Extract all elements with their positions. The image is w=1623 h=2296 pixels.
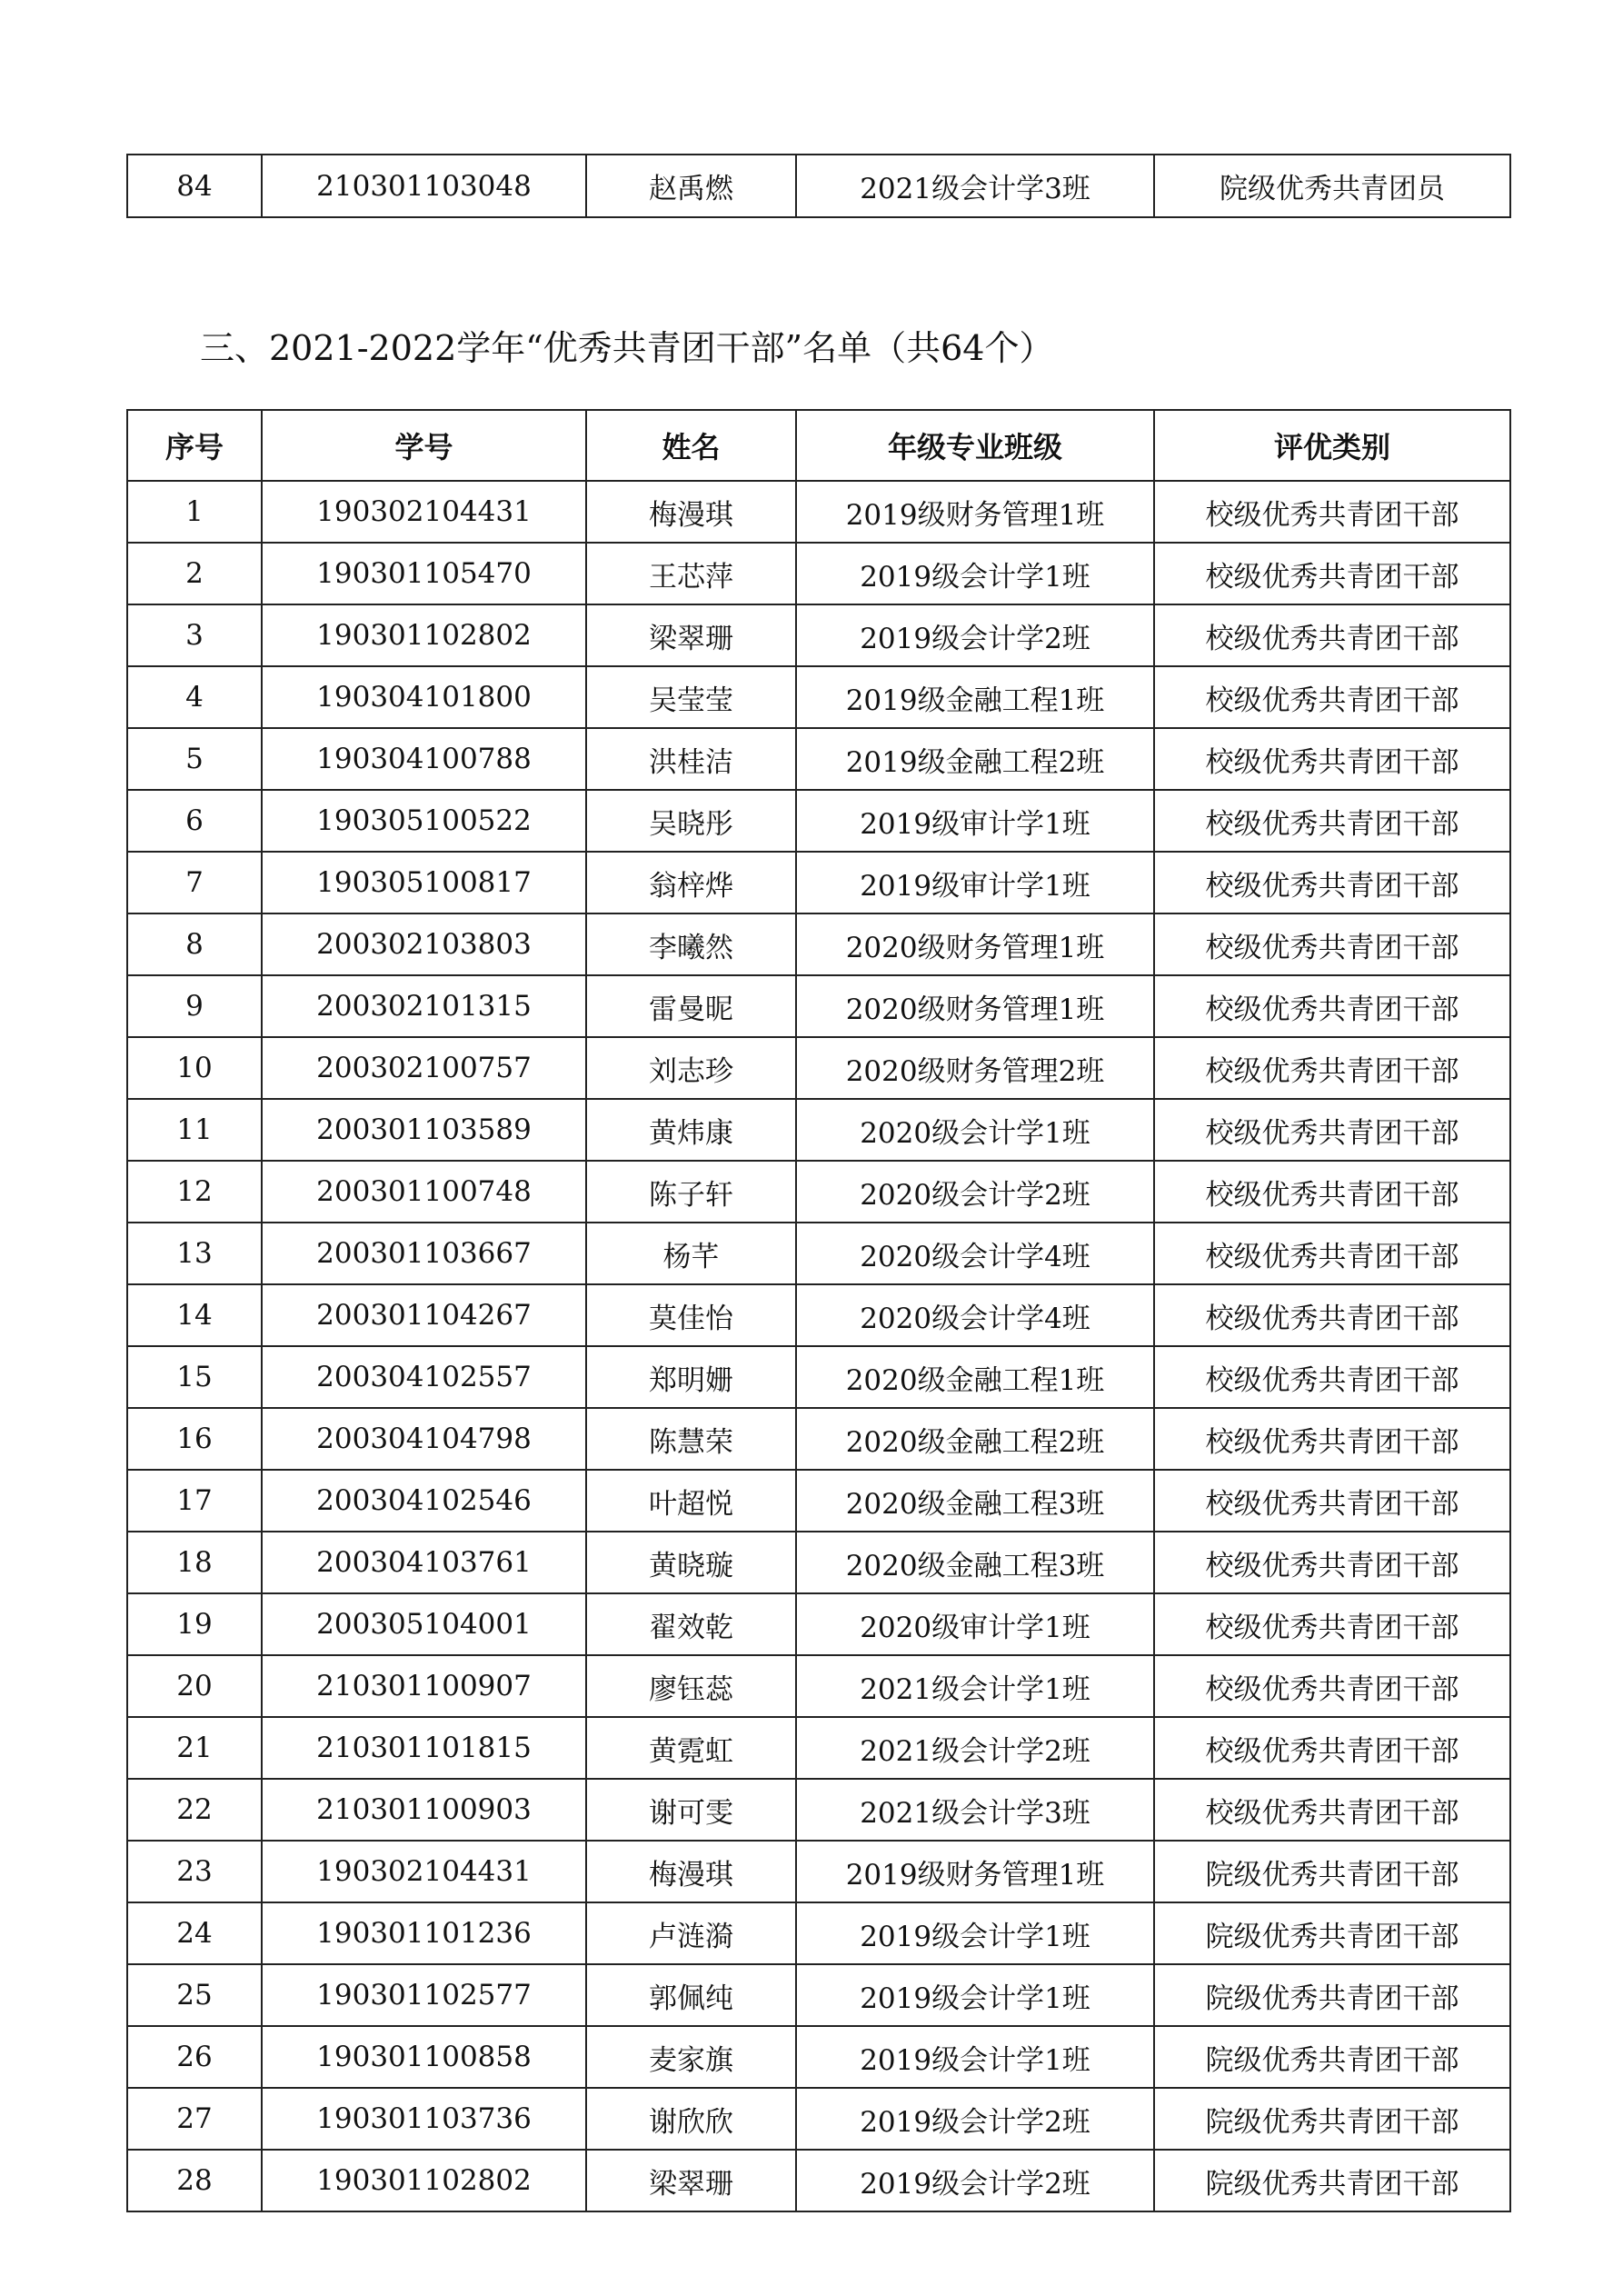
class-cell: 2020级会计学4班 <box>796 1284 1154 1346</box>
award-cell: 校级优秀共青团干部 <box>1154 1779 1510 1841</box>
table-row <box>127 1717 1510 1779</box>
name-cell: 梁翠珊 <box>586 604 796 666</box>
class-cell: 2021级会计学1班 <box>796 1655 1154 1717</box>
award-cell: 院级优秀共青团干部 <box>1154 1841 1510 1902</box>
award-cell: 校级优秀共青团干部 <box>1154 604 1510 666</box>
name-cell: 廖钰蕊 <box>586 1655 796 1717</box>
header-student-id: 学号 <box>262 410 586 481</box>
name-cell: 雷曼昵 <box>586 975 796 1037</box>
seq-cell: 9 <box>127 975 262 1037</box>
seq-cell: 2 <box>127 543 262 604</box>
award-cell: 校级优秀共青团干部 <box>1154 1717 1510 1779</box>
class-cell: 2020级审计学1班 <box>796 1593 1154 1655</box>
award-cell: 校级优秀共青团干部 <box>1154 1099 1510 1161</box>
seq-cell: 10 <box>127 1037 262 1099</box>
table-row <box>127 1655 1510 1717</box>
class-cell: 2020级会计学1班 <box>796 1099 1154 1161</box>
name-cell: 莫佳怡 <box>586 1284 796 1346</box>
seq-cell: 5 <box>127 728 262 790</box>
award-cell: 院级优秀共青团干部 <box>1154 2150 1510 2211</box>
name-cell: 洪桂洁 <box>586 728 796 790</box>
award-cell: 校级优秀共青团干部 <box>1154 852 1510 913</box>
class-cell: 2019级会计学1班 <box>796 543 1154 604</box>
student-id-cell: 190301105470 <box>262 543 586 604</box>
class-cell: 2020级财务管理1班 <box>796 913 1154 975</box>
student-id-cell: 210301100903 <box>262 1779 586 1841</box>
seq-cell: 22 <box>127 1779 262 1841</box>
table-row <box>127 728 1510 790</box>
table-row <box>127 1346 1510 1408</box>
class-cell: 2021级会计学3班 <box>796 155 1154 217</box>
table-row <box>127 604 1510 666</box>
table-row <box>127 1223 1510 1284</box>
name-cell: 卢涟漪 <box>586 1902 796 1964</box>
name-cell: 刘志珍 <box>586 1037 796 1099</box>
award-cell: 校级优秀共青团干部 <box>1154 1223 1510 1284</box>
seq-cell: 15 <box>127 1346 262 1408</box>
table-row <box>127 790 1510 852</box>
table-row <box>127 1902 1510 1964</box>
student-id-cell: 190305100522 <box>262 790 586 852</box>
seq-cell: 11 <box>127 1099 262 1161</box>
section-heading: 三、2021-2022学年“优秀共青团干部”名单（共64个） <box>200 328 1054 368</box>
seq-cell: 26 <box>127 2026 262 2088</box>
student-id-cell: 190301102802 <box>262 604 586 666</box>
table-row <box>127 1964 1510 2026</box>
name-cell: 郭佩纯 <box>586 1964 796 2026</box>
seq-cell: 8 <box>127 913 262 975</box>
seq-cell: 21 <box>127 1717 262 1779</box>
name-cell: 吴莹莹 <box>586 666 796 728</box>
award-cell: 校级优秀共青团干部 <box>1154 975 1510 1037</box>
award-cell: 院级优秀共青团员 <box>1154 155 1510 217</box>
class-cell: 2019级会计学1班 <box>796 1964 1154 2026</box>
student-id-cell: 190305100817 <box>262 852 586 913</box>
header-class: 年级专业班级 <box>796 410 1154 481</box>
award-cell: 校级优秀共青团干部 <box>1154 1161 1510 1223</box>
student-id-cell: 190301100858 <box>262 2026 586 2088</box>
table-row <box>127 155 1510 217</box>
class-cell: 2019级会计学2班 <box>796 2088 1154 2150</box>
seq-cell: 25 <box>127 1964 262 2026</box>
seq-cell: 12 <box>127 1161 262 1223</box>
class-cell: 2019级会计学2班 <box>796 604 1154 666</box>
table-row <box>127 1593 1510 1655</box>
table-row <box>127 666 1510 728</box>
student-id-cell: 200301100748 <box>262 1161 586 1223</box>
table-row <box>127 2150 1510 2211</box>
student-id-cell: 190304100788 <box>262 728 586 790</box>
table-row <box>127 1470 1510 1532</box>
header-name: 姓名 <box>586 410 796 481</box>
table-row <box>127 1532 1510 1593</box>
seq-cell: 14 <box>127 1284 262 1346</box>
student-id-cell: 200302101315 <box>262 975 586 1037</box>
student-id-cell: 200304103761 <box>262 1532 586 1593</box>
award-cell: 校级优秀共青团干部 <box>1154 913 1510 975</box>
cadre-list-table <box>126 409 1511 2212</box>
table-row <box>127 1779 1510 1841</box>
award-cell: 校级优秀共青团干部 <box>1154 543 1510 604</box>
seq-cell: 17 <box>127 1470 262 1532</box>
seq-cell: 24 <box>127 1902 262 1964</box>
student-id-cell: 200304104798 <box>262 1408 586 1470</box>
table-row <box>127 1099 1510 1161</box>
student-id-cell: 200301104267 <box>262 1284 586 1346</box>
table-row <box>127 1161 1510 1223</box>
table-row <box>127 543 1510 604</box>
class-cell: 2020级财务管理2班 <box>796 1037 1154 1099</box>
student-id-cell: 210301103048 <box>262 155 586 217</box>
seq-cell: 7 <box>127 852 262 913</box>
class-cell: 2019级财务管理1班 <box>796 481 1154 543</box>
name-cell: 杨芊 <box>586 1223 796 1284</box>
class-cell: 2020级会计学4班 <box>796 1223 1154 1284</box>
name-cell: 王芯萍 <box>586 543 796 604</box>
award-cell: 校级优秀共青团干部 <box>1154 1532 1510 1593</box>
seq-cell: 23 <box>127 1841 262 1902</box>
name-cell: 赵禹燃 <box>586 155 796 217</box>
award-cell: 院级优秀共青团干部 <box>1154 2026 1510 2088</box>
seq-cell: 4 <box>127 666 262 728</box>
award-cell: 校级优秀共青团干部 <box>1154 790 1510 852</box>
student-id-cell: 190301102802 <box>262 2150 586 2211</box>
class-cell: 2019级会计学2班 <box>796 2150 1154 2211</box>
student-id-cell: 210301100907 <box>262 1655 586 1717</box>
name-cell: 李曦然 <box>586 913 796 975</box>
seq-cell: 84 <box>127 155 262 217</box>
seq-cell: 27 <box>127 2088 262 2150</box>
name-cell: 吴晓彤 <box>586 790 796 852</box>
name-cell: 麦家旗 <box>586 2026 796 2088</box>
class-cell: 2020级会计学2班 <box>796 1161 1154 1223</box>
student-id-cell: 190301103736 <box>262 2088 586 2150</box>
table-row <box>127 1408 1510 1470</box>
student-id-cell: 190301102577 <box>262 1964 586 2026</box>
class-cell: 2021级会计学2班 <box>796 1717 1154 1779</box>
seq-cell: 19 <box>127 1593 262 1655</box>
seq-cell: 3 <box>127 604 262 666</box>
student-id-cell: 200302103803 <box>262 913 586 975</box>
table-row <box>127 852 1510 913</box>
seq-cell: 28 <box>127 2150 262 2211</box>
name-cell: 翁梓烨 <box>586 852 796 913</box>
previous-list-table <box>126 154 1511 218</box>
award-cell: 校级优秀共青团干部 <box>1154 481 1510 543</box>
seq-cell: 1 <box>127 481 262 543</box>
name-cell: 陈慧荣 <box>586 1408 796 1470</box>
class-cell: 2019级会计学1班 <box>796 2026 1154 2088</box>
table-row <box>127 1284 1510 1346</box>
award-cell: 校级优秀共青团干部 <box>1154 1408 1510 1470</box>
name-cell: 陈子轩 <box>586 1161 796 1223</box>
class-cell: 2020级金融工程3班 <box>796 1532 1154 1593</box>
student-id-cell: 190302104431 <box>262 1841 586 1902</box>
table-row <box>127 913 1510 975</box>
class-cell: 2021级会计学3班 <box>796 1779 1154 1841</box>
class-cell: 2020级金融工程2班 <box>796 1408 1154 1470</box>
student-id-cell: 200301103667 <box>262 1223 586 1284</box>
class-cell: 2019级财务管理1班 <box>796 1841 1154 1902</box>
award-cell: 校级优秀共青团干部 <box>1154 1346 1510 1408</box>
name-cell: 黄炜康 <box>586 1099 796 1161</box>
seq-cell: 18 <box>127 1532 262 1593</box>
award-cell: 院级优秀共青团干部 <box>1154 2088 1510 2150</box>
name-cell: 梅漫琪 <box>586 1841 796 1902</box>
student-id-cell: 190301101236 <box>262 1902 586 1964</box>
class-cell: 2019级审计学1班 <box>796 790 1154 852</box>
name-cell: 谢欣欣 <box>586 2088 796 2150</box>
seq-cell: 16 <box>127 1408 262 1470</box>
seq-cell: 6 <box>127 790 262 852</box>
student-id-cell: 200305104001 <box>262 1593 586 1655</box>
student-id-cell: 190302104431 <box>262 481 586 543</box>
name-cell: 谢可雯 <box>586 1779 796 1841</box>
class-cell: 2020级金融工程3班 <box>796 1470 1154 1532</box>
class-cell: 2020级金融工程1班 <box>796 1346 1154 1408</box>
name-cell: 梁翠珊 <box>586 2150 796 2211</box>
name-cell: 翟效乾 <box>586 1593 796 1655</box>
name-cell: 梅漫琪 <box>586 481 796 543</box>
award-cell: 校级优秀共青团干部 <box>1154 666 1510 728</box>
student-id-cell: 200304102546 <box>262 1470 586 1532</box>
name-cell: 郑明姗 <box>586 1346 796 1408</box>
name-cell: 叶超悦 <box>586 1470 796 1532</box>
award-cell: 校级优秀共青团干部 <box>1154 728 1510 790</box>
header-seq: 序号 <box>127 410 262 481</box>
class-cell: 2019级审计学1班 <box>796 852 1154 913</box>
award-cell: 校级优秀共青团干部 <box>1154 1470 1510 1532</box>
name-cell: 黄晓璇 <box>586 1532 796 1593</box>
award-cell: 校级优秀共青团干部 <box>1154 1655 1510 1717</box>
table-row <box>127 2026 1510 2088</box>
table-row <box>127 1841 1510 1902</box>
student-id-cell: 200302100757 <box>262 1037 586 1099</box>
student-id-cell: 210301101815 <box>262 1717 586 1779</box>
student-id-cell: 190304101800 <box>262 666 586 728</box>
class-cell: 2020级财务管理1班 <box>796 975 1154 1037</box>
award-cell: 校级优秀共青团干部 <box>1154 1037 1510 1099</box>
table-row <box>127 975 1510 1037</box>
seq-cell: 20 <box>127 1655 262 1717</box>
award-cell: 校级优秀共青团干部 <box>1154 1284 1510 1346</box>
class-cell: 2019级金融工程2班 <box>796 728 1154 790</box>
award-cell: 校级优秀共青团干部 <box>1154 1593 1510 1655</box>
header-award: 评优类别 <box>1154 410 1510 481</box>
table-row <box>127 2088 1510 2150</box>
class-cell: 2019级会计学1班 <box>796 1902 1154 1964</box>
award-cell: 院级优秀共青团干部 <box>1154 1902 1510 1964</box>
table-row <box>127 481 1510 543</box>
student-id-cell: 200301103589 <box>262 1099 586 1161</box>
header-row <box>127 410 1510 481</box>
award-cell: 院级优秀共青团干部 <box>1154 1964 1510 2026</box>
class-cell: 2019级金融工程1班 <box>796 666 1154 728</box>
name-cell: 黄霓虹 <box>586 1717 796 1779</box>
seq-cell: 13 <box>127 1223 262 1284</box>
table-row <box>127 1037 1510 1099</box>
student-id-cell: 200304102557 <box>262 1346 586 1408</box>
